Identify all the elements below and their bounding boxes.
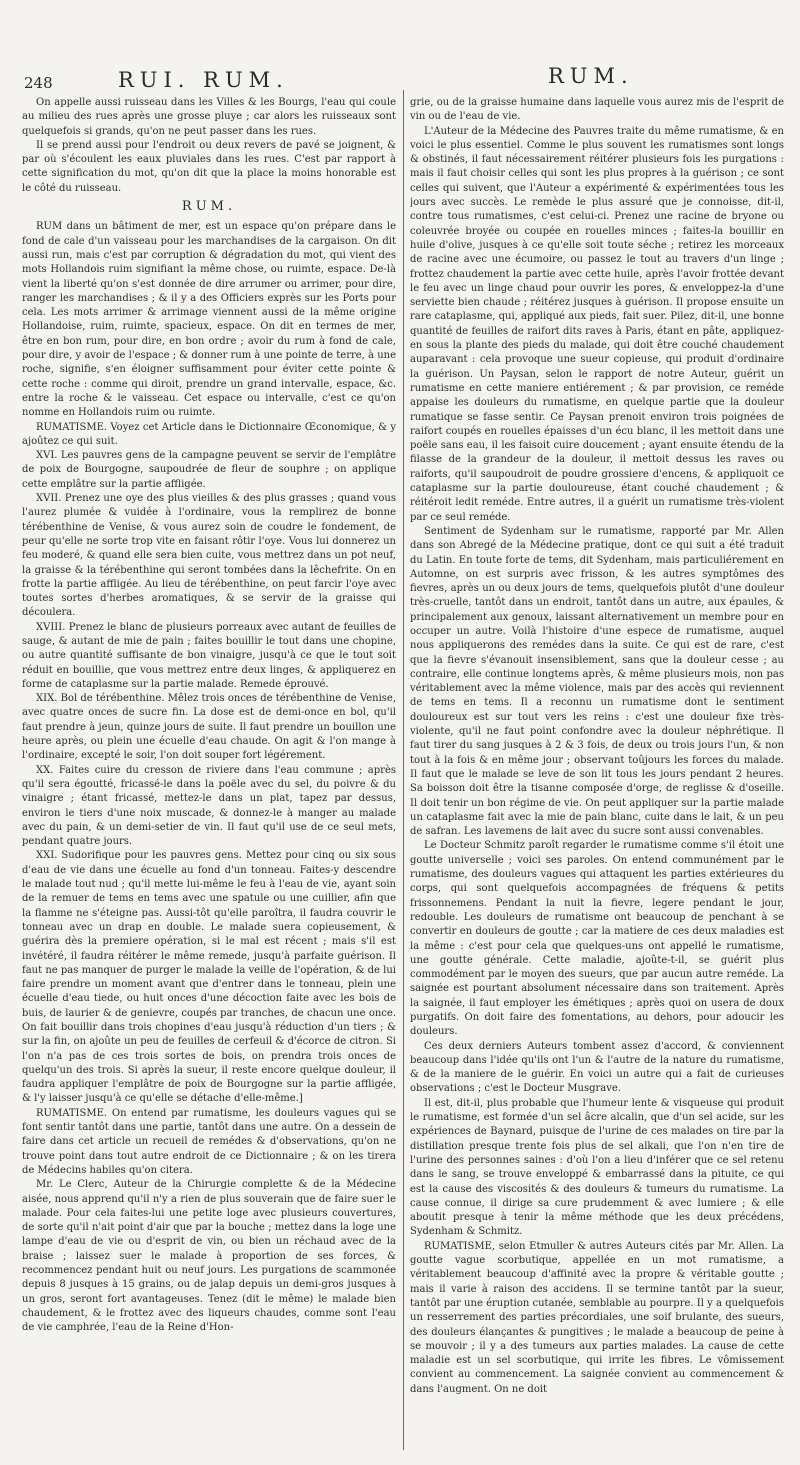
left-column bbox=[22, 96, 396, 1460]
page-header bbox=[0, 64, 800, 94]
column-divider bbox=[403, 90, 404, 1450]
paragraph: Mr. Le Clerc, Auteur de la Chirurgie complette & de la Médecine aisée, nous apprend qu'il n'y a rien de plus souverain que de faire suer le malade. Pour cela faites-lui une petite loge avec plusieurs couvertures, de sorte qu'il n'ait point d'air que par la bouche ; mettez dans la loge une lampe d'eau de vie ou d'esprit de vin, ou bien un réchaud avec de la braise ; laissez suer le malade à proportion de ses forces, & recommencez pendant huit ou neuf jours. Les purgations de scammonée depuis 8 jusques à 15 grains, ou de jalap depuis un demi-gros jusques à un gros, seront fort avantageuses. Tenez (dit le même) le malade bien chaudement, & le frottez avec des liqueurs chaudes, comme sont l'eau de vie camphrée, l'eau de la Reine d'Hon- bbox=[22, 1179, 396, 1334]
paragraph: grie, ou de la graisse humaine dans laquelle vous aurez mis de l'esprit de vin ou de l'eau de vie. bbox=[410, 97, 784, 123]
paragraph: RUMATISME. Voyez cet Article dans le Dictionnaire Œconomique, & y ajoûtez ce qui suit. bbox=[22, 421, 396, 447]
paragraph: Ces deux derniers Auteurs tombent assez d'accord, & conviennent beaucoup dans l'idée qu'ils ont l'un & l'autre de la nature du rumatisme, & de la maniere de le guérir. En voici un autre qui a fait de curieuses observations ; c'est le Docteur Musgrave. bbox=[410, 1040, 784, 1095]
running-head-right: RUM. bbox=[548, 64, 634, 88]
paragraph: L'Auteur de la Médecine des Pauvres traite du même rumatisme, & en voici le plus essentiel. Comme le plus souvent les rumatismes sont longs & obstinés, il faut nécessairement réitérer plusieurs fois les purgations : mais il faut choisir celles qui sont les plus propres à la guérison ; ce sont celles qui suivent, que l'Auteur a expérimenté & expérimentées tous les jours avec succès. Le remède le plus assuré que je connoisse, dit-il, contre tous rumatismes, c'est celui-ci. Prenez une racine de bryone ou coleuvrée broyée ou coupée en rouelles minces ; faites-la bouillir en huile d'olive, jusques à ce qu'elle soit toute séche ; retirez les morceaux de racine avec une écumoire, ou passez le tout au travers d'un linge ; frottez chaudement la partie avec cette huile, après l'avoir frottée devant le feu avec un linge chaud pour ouvrir les pores, & enveloppez-la d'une serviette bien chaude ; réitérez jusques à guérison. Il propose ensuite un rare cataplasme, qui, appliqué aux pieds, fait suer. Pilez, dit-il, une bonne quantité de feuilles de raifort dits raves à Paris, étant en pâte, appliquez-en sous la plante des pieds du malade, qui doit être couché chaudement auparavant : cela provoque une sueur copieuse, qui produit d'ordinaire la guérison. Un Paysan, selon le rapport de notre Auteur, guérit un rumatisme en cette maniere entiérement ; & par provision, ce reméde appaise les douleurs du rumatisme, en quelque partie que la douleur rumatique se fasse sentir. Ce Paysan prenoit environ trois poignées de raifort coupés en rouelles épaisses d'un écu blanc, il les mettoit dans une poële sans eau, il les faisoit cuire doucement ; ayant ensuite étendu de la filasse de la grandeur de la douleur, il mettoit dessus les raves ou raiforts, qu'il saupoudroit de poudre grossiere d'encens, & appliquoit ce cataplasme sur la partie douloureuse, étant couché chaudement ; & réitéroit ledit reméde. Entre autres, il a guérit un rumatisme très-violent par ce seul reméde. bbox=[410, 125, 784, 523]
paragraph: XVIII. Prenez le blanc de plusieurs porreaux avec autant de feuilles de sauge, & autant de mie de pain ; faites bouillir le tout dans une chopine, ou autre quantité suffisante de bon vinaigre, jusqu'à ce que le tout soit réduit en bouillie, que vous mettrez entre deux linges, & appliquerez en forme de cataplasme sur la partie malade. Remede éprouvé. bbox=[22, 621, 396, 690]
right-column bbox=[410, 96, 784, 1460]
page-number: 248 bbox=[24, 74, 53, 92]
paragraph: RUM dans un bâtiment de mer, est un espace qu'on prépare dans le fond de cale d'un vaisseau pour les marchandises de la cargaison. On dit aussi run, mais c'est par corruption & dégradation du mot, qui vient des mots Hollandois ruim signifiant la même chose, ou ruimte, espace. De-là vient la liberté qu'on s'est donnée de dire arrumer ou arrimer, pour dire, ranger les marchandises ; & il y a des Officiers exprès sur les Ports pour cela. Les mots arrimer & arrimage viennent aussi de la même origine Hollandoise, ruim, ruimte, spacieux, espace. On dit en termes de mer, être en bon rum, pour dire, en bon ordre ; avoir du rum à fond de cale, pour dire, y avoir de l'espace ; & donner rum à une pointe de terre, à une roche, signifie, s'en éloigner suffisamment pour éviter cette pointe & cette roche : comme qui diroit, prendre un grand intervalle, espace, &c. entre la roche & le vaisseau. Cet espace ou intervalle, c'est ce qu'on nomme en Hollandois ruim ou ruimte. bbox=[22, 221, 396, 419]
paragraph: RUMATISME. On entend par rumatisme, les douleurs vagues qui se font sentir tantôt dans une partie, tantôt dans une autre. On a dessein de faire dans cet article un recueil de remédes & d'observations, qu'on ne trouve point dans tout autre endroit de ce Dictionnaire ; & on les tirera de Médecins habiles qu'on citera. bbox=[22, 1107, 396, 1176]
paragraph: Il est, dit-il, plus probable que l'humeur lente & visqueuse qui produit le rumatisme, est formée d'un sel âcre alcalin, que d'un sel acide, sur les expériences de Baynard, puisque de l'urine de ces malades on tire par la distillation presque trente fois plus de sel alkali, que l'on n'en tire de l'urine des personnes saines : d'où l'on a lieu d'inférer que ce sel retenu dans le sang, se trouve enveloppé & embarrassé dans la pituite, ce qui est la cause des viscosités & des douleurs & tumeurs du rumatisme. La cause connue, il dirige sa cure prudemment & avec lumiere ; & elle aboutit presque à tenir la même méthode que les deux précédens, Sydenham & Schmitz. bbox=[410, 1097, 784, 1238]
paragraph: XIX. Bol de térébenthine. Mêlez trois onces de térébenthine de Venise, avec quatre onces de sucre fin. La dose est de demi-once en bol, qu'il faut prendre à jeun, quinze jours de suite. Il faut prendre un bouillon une heure après, ou plein une écuelle d'eau chaude. On agit & l'on mange à l'ordinaire, excepté le soir, l'on doit souper fort légérement. bbox=[22, 693, 396, 762]
section-title: RUM. bbox=[181, 199, 237, 215]
paragraph: RUMATISME, selon Etmuller & autres Auteurs cités par Mr. Allen. La goutte vague scorbutique, appellée en un mot rumatisme, a véritablement beaucoup d'affinité avec la propre & véritable goutte ; mais il varie à raison des accidens. Il se termine tantôt par la sueur, tantôt par une éruption cutanée, semblable au pourpre. Il y a quelquefois un resserrement des parties précordiales, une soif brulante, des sueurs, des douleurs élançantes & pungitives ; le malade a beaucoup de peine à se mouvoir ; il y a des tumeurs aux parties malades. La cause de cette maladie est un sel scorbutique, qui irrite les fibres. Le vômissement convient au commencement. La saignée convient au commencement & dans l'augment. On ne doit bbox=[410, 1240, 784, 1395]
paragraph: XX. Faites cuire du cresson de riviere dans l'eau commune ; après qu'il sera égoutté, fricassé-le dans la poële avec du sel, du poivre & du vinaigre ; étant fricassé, mettez-le dans un plat, tapez par dessus, environ le tiers d'une noix muscade, & donnez-le à manger au malade avec du pain, & un demi-setier de vin. Il faut qu'il use de ce seul mets, pendant quatre jours. bbox=[22, 764, 396, 848]
paragraph: On appelle aussi ruisseau dans les Villes & les Bourgs, l'eau qui coule au milieu des rues après une grosse pluye ; car alors les ruisseaux sont quelquefois si grands, qu'on ne peut passer dans les rues. bbox=[22, 97, 396, 137]
paragraph: XVII. Prenez une oye des plus vieilles & des plus grasses ; quand vous l'aurez plumée & vuidée à l'ordinaire, vous la remplirez de bonne térébenthine de Venise, & vous aurez soin de coudre le fondement, de peur qu'elle ne sorte trop vite en faisant rôtir l'oye. Vous lui donnerez un feu moderé, & quand elle sera bien cuite, vous mettrez dans un pot neuf, la graisse & la térébenthine qui seront tombées dans la lêchefrite. On en frotte la partie affligée. Au lieu de térébenthine, on peut farcir l'oye avec toutes sortes d'herbes aromatiques, & se servir de la graisse qui découlera. bbox=[22, 493, 396, 619]
paragraph: XXI. Sudorifique pour les pauvres gens. Mettez pour cinq ou six sous d'eau de vie dans une écuelle au fond d'un tonneau. Faites-y descendre le malade tout nud ; qu'il mette lui-même le feu à l'eau de vie, ayant soin de la remuer de tems en tems avec une spatule ou une cuillier, afin que la flamme ne s'éteigne pas. Aussi-tôt qu'elle paroîtra, il faudra couvrir le tonneau avec un drap en double. Le malade suera copieusement, & guérira dès la premiere opération, si le mal est récent ; mais s'il est invétéré, il faudra réitérer le même remede, jusqu'à parfaite guérison. Il faut ne pas manquer de purger le malade la veille de l'opération, & de lui faire prendre un moment avant que d'entrer dans le tonneau, plein une écuelle d'eau tiede, ou huit onces d'une décoction faite avec les bois de buis, de laurier & de genievre, coupés par tranches, de chacun une once. On fait bouillir dans trois chopines d'eau jusqu'à réduction d'un tiers ; & sur la fin, on ajoûte un peu de feuilles de cerfeuil & d'écorce de citron. Si l'on n'a pas de ces trois sortes de bois, on prendra trois onces de quelqu'un des trois. Si après la sueur, il reste encore quelque douleur, il faudra appliquer l'emplâtre de poix de Bourgogne sur la partie affligée, & l'y laisser jusqu'à ce qu'elle se détache d'elle-même.] bbox=[22, 850, 396, 1105]
paragraph: Le Docteur Schmitz paroît regarder le rumatisme comme s'il étoit une goutte universelle ; voici ses paroles. On entend communément par le rumatisme, des douleurs vagues qui attaquent les parties extérieures du corps, qui sont quelquefois accompagnées de fréquens & petits frissonnemens. Pendant la nuit la fievre, legere pendant le jour, redouble. Les douleurs de rumatisme ont beaucoup de penchant à se convertir en douleurs de goutte ; car la matiere de ces deux maladies est la même : c'est pour cela que quelques-uns ont appellé le rumatisme, une goutte générale. Cette maladie, ajoûte-t-il, se guérit plus commodément par le moyen des sueurs, que par aucun autre reméde. La saignée est pourtant absolument nécessaire dans son traitement. Après la saignée, il faut employer les émétiques ; après quoi on usera de doux purgatifs. On doit faire des fomentations, au dehors, pour adoucir les douleurs. bbox=[410, 840, 784, 1038]
paragraph: XVI. Les pauvres gens de la campagne peuvent se servir de l'emplâtre de poix de Bourgogne, saupoudrée de fleur de souphre ; on applique cette emplâtre sur la partie affligée. bbox=[22, 450, 396, 490]
running-head-left: RUI. RUM. bbox=[118, 68, 289, 92]
paragraph: Il se prend aussi pour l'endroit ou deux revers de pavé se joignent, & par où s'écoulent les eaux pluviales dans les rues. C'est par rapport à cette signification du mot, qu'on dit que la place la moins honorable est le côté du ruisseau. bbox=[22, 139, 396, 194]
paragraph: Sentiment de Sydenham sur le rumatisme, rapporté par Mr. Allen dans son Abregé de la Médecine pratique, dont ce qui suit a été traduit du Latin. En toute forte de tems, dit Sydenham, mais particuliérement en Automne, on est surpris avec frisson, & les autres symptômes des fievres, après un ou deux jours de tems, quelquefois plutôt d'une douleur très-cruelle, tantôt dans un endroit, tantôt dans un autre, aux épaules, & principalement aux genoux, laissant alternativement un membre pour en occuper un autre. Voilà l'histoire d'une espece de rumatisme, auquel nous appliquerons des remédes dans la suite. Ce qui est de rare, c'est que la fievre s'évanouit insensiblement, sans que la douleur cesse ; au contraire, elle continue longtems après, & même plusieurs mois, non pas véritablement avec la même violence, mais par des accès qui reviennent de tems en tems. Il a reconnu un rumatisme dont le sentiment douloureux est sur tout vers les reins : c'est une douleur fixe très-violente, qu'il ne faut point confondre avec la douleur néphrétique. Il faut tirer du sang jusques à 2 & 3 fois, de deux ou trois jours l'un, & non tout à la fois & en même jour ; observant toûjours les forces du malade. Il faut que le malade se leve de son lit tous les jours pendant 2 heures. Sa boisson doit être la tisanne composée d'orge, de reglisse & d'oseille. Il doit tenir un bon régime de vie. On peut appliquer sur la partie malade un cataplasme fait avec la mie de pain blanc, cuite dans le lait, & un peu de safran. Les lavemens de lait avec du sucre sont aussi convenables. bbox=[410, 525, 784, 838]
